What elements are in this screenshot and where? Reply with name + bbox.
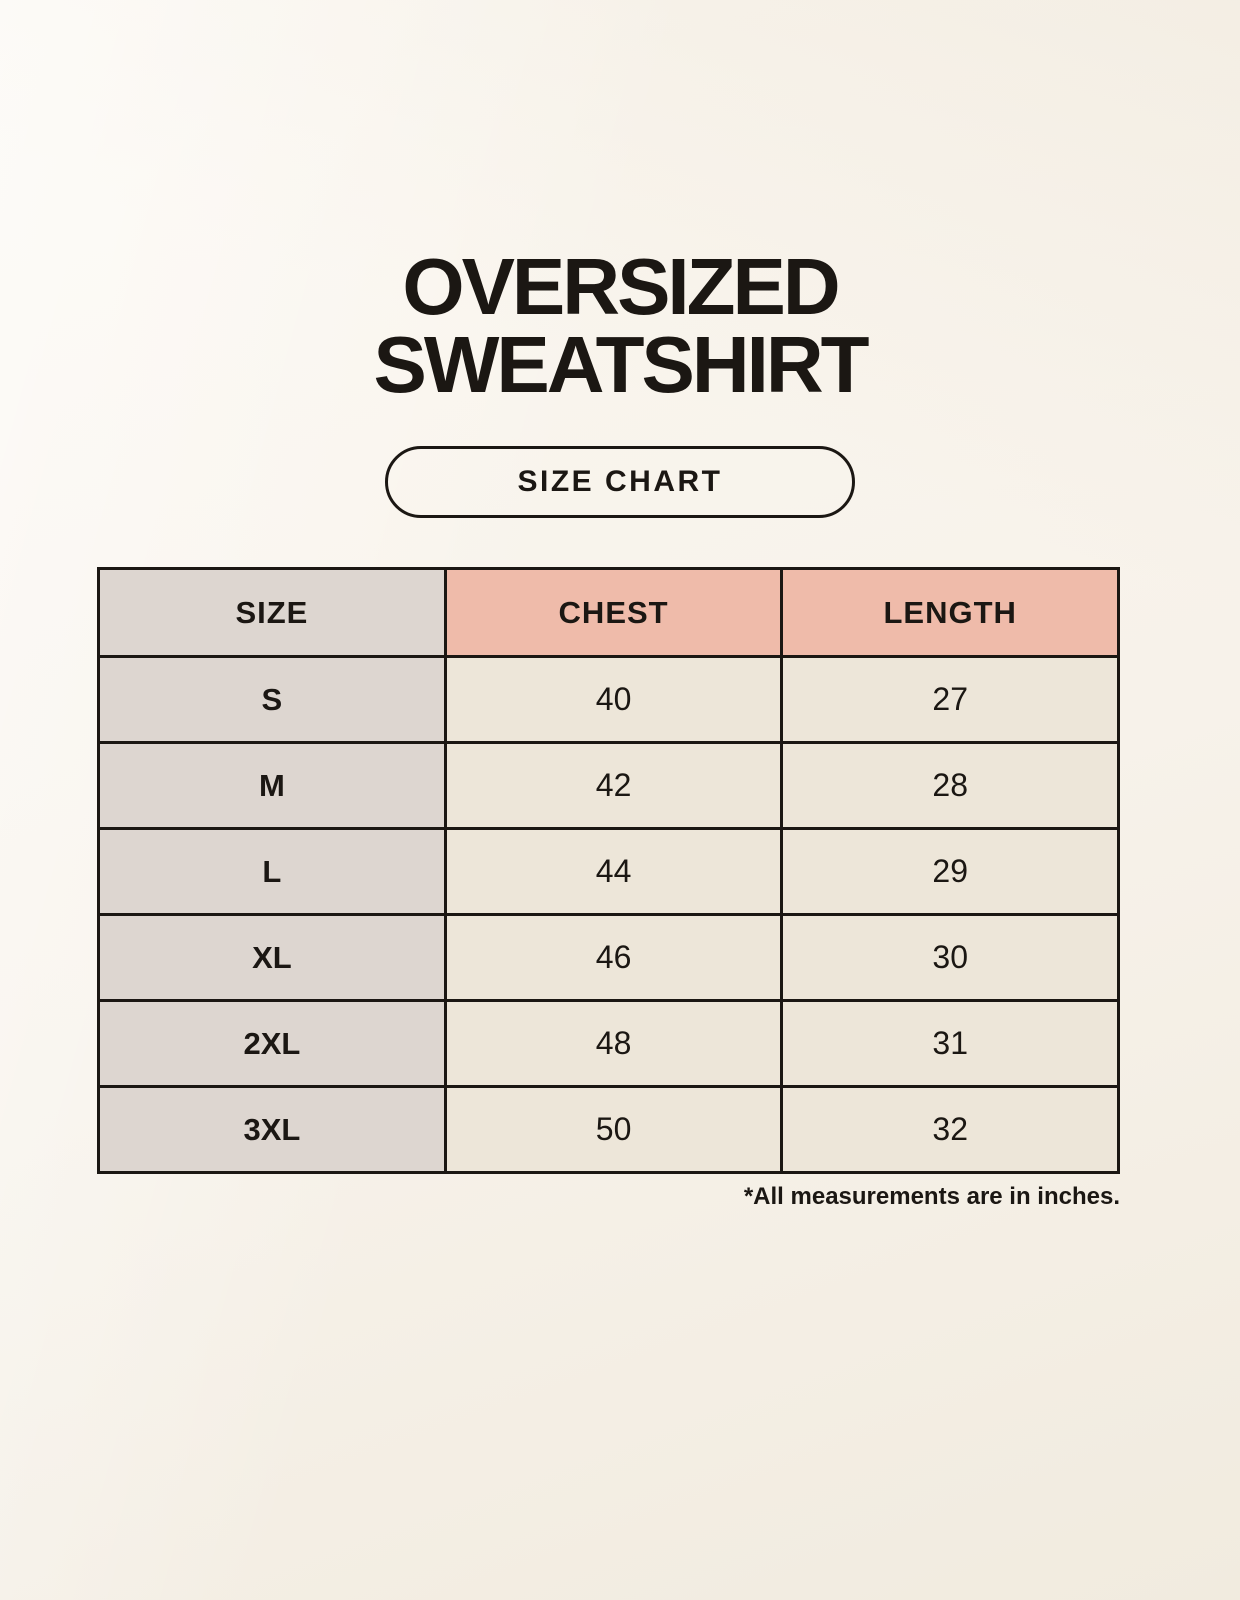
column-header-size: SIZE <box>99 569 446 657</box>
size-cell: 2XL <box>99 1001 446 1087</box>
length-cell: 27 <box>782 657 1119 743</box>
measurements-footnote: *All measurements are in inches. <box>743 1183 1120 1210</box>
column-header-length: LENGTH <box>782 569 1119 657</box>
size-cell: S <box>99 657 446 743</box>
length-cell: 29 <box>782 829 1119 915</box>
length-cell: 31 <box>782 1001 1119 1087</box>
chest-cell: 42 <box>445 743 782 829</box>
size-chart-button-label: SIZE CHART <box>517 465 723 498</box>
size-cell: 3XL <box>99 1087 446 1173</box>
page-title-line2: SWEATSHIRT <box>373 320 867 409</box>
table-row <box>99 743 1119 829</box>
length-cell: 30 <box>782 915 1119 1001</box>
size-chart-button[interactable] <box>385 446 855 518</box>
size-cell: M <box>99 743 446 829</box>
size-cell: L <box>99 829 446 915</box>
table-row <box>99 1087 1119 1173</box>
size-cell: XL <box>99 915 446 1001</box>
chest-cell: 48 <box>445 1001 782 1087</box>
size-table-section <box>97 567 1120 1211</box>
table-row <box>99 657 1119 743</box>
size-table-header-row <box>99 569 1119 657</box>
table-row <box>99 915 1119 1001</box>
chest-cell: 46 <box>445 915 782 1001</box>
chest-cell: 44 <box>445 829 782 915</box>
page-title-line1: OVERSIZED <box>402 242 838 331</box>
length-cell: 28 <box>782 743 1119 829</box>
table-row <box>99 1001 1119 1087</box>
page-title <box>0 242 1240 409</box>
chest-cell: 40 <box>445 657 782 743</box>
length-cell: 32 <box>782 1087 1119 1173</box>
size-table <box>97 567 1120 1174</box>
column-header-chest: CHEST <box>445 569 782 657</box>
chest-cell: 50 <box>445 1087 782 1173</box>
table-row <box>99 829 1119 915</box>
